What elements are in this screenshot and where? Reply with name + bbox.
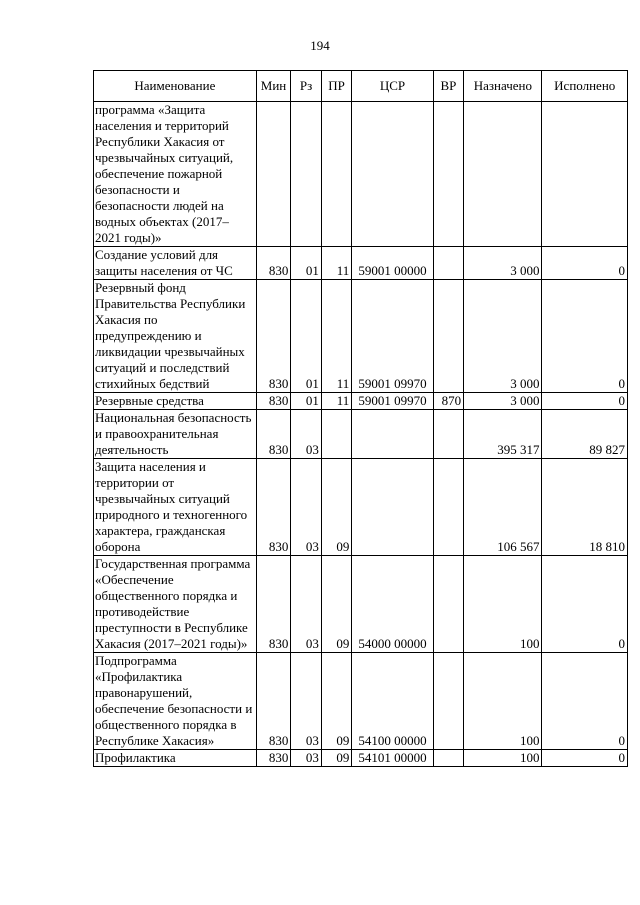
cell-ispolneno: 0 [542, 393, 628, 410]
cell-name: Резервные средства [94, 393, 257, 410]
cell-vr [433, 750, 464, 767]
header-pr: ПР [321, 71, 352, 102]
table-row [94, 750, 628, 767]
cell-ispolneno [542, 102, 628, 247]
cell-naznacheno: 395 317 [464, 410, 542, 459]
cell-naznacheno: 106 567 [464, 459, 542, 556]
table-row [94, 393, 628, 410]
cell-naznacheno: 3 000 [464, 393, 542, 410]
cell-min: 830 [256, 653, 291, 750]
cell-csr: 59001 09970 [352, 393, 433, 410]
cell-min: 830 [256, 247, 291, 280]
cell-ispolneno: 0 [542, 750, 628, 767]
header-min: Мин [256, 71, 291, 102]
cell-naznacheno: 3 000 [464, 247, 542, 280]
cell-naznacheno: 3 000 [464, 280, 542, 393]
cell-min: 830 [256, 410, 291, 459]
cell-rz: 01 [291, 280, 322, 393]
cell-ispolneno: 0 [542, 653, 628, 750]
table-row [94, 247, 628, 280]
table-row [94, 556, 628, 653]
cell-ispolneno: 0 [542, 280, 628, 393]
page-number: 194 [310, 38, 330, 53]
cell-pr: 09 [321, 459, 352, 556]
table-row [94, 102, 628, 247]
cell-vr [433, 459, 464, 556]
cell-min: 830 [256, 556, 291, 653]
cell-naznacheno: 100 [464, 556, 542, 653]
cell-ispolneno: 89 827 [542, 410, 628, 459]
header-naznacheno: Назначено [464, 71, 542, 102]
cell-csr: 59001 09970 [352, 280, 433, 393]
table-row [94, 280, 628, 393]
header-csr: ЦСР [352, 71, 433, 102]
table-header-row [94, 71, 628, 102]
cell-rz: 03 [291, 459, 322, 556]
cell-name: Защита населения и территории от чрезвычайных ситуаций природного и техногенного характера, гражданская оборона [94, 459, 257, 556]
cell-name: Национальная безопасность и правоохранительная деятельность [94, 410, 257, 459]
cell-min: 830 [256, 393, 291, 410]
cell-csr [352, 102, 433, 247]
cell-vr [433, 410, 464, 459]
cell-pr: 09 [321, 750, 352, 767]
cell-pr: 09 [321, 653, 352, 750]
cell-name: Создание условий для защиты населения от ЧС [94, 247, 257, 280]
cell-name: Государственная программа «Обеспечение общественного порядка и противодействие преступности в Республике Хакасия (2017–2021 годы)» [94, 556, 257, 653]
cell-pr: 09 [321, 556, 352, 653]
cell-vr [433, 653, 464, 750]
cell-min: 830 [256, 459, 291, 556]
cell-vr [433, 102, 464, 247]
cell-csr [352, 410, 433, 459]
cell-csr: 54100 00000 [352, 653, 433, 750]
cell-pr: 11 [321, 393, 352, 410]
cell-name: программа «Защита населения и территорий Республики Хакасия от чрезвычайных ситуаций, обеспечение пожарной безопасности и безопасности людей на водных объектах (2017–2021 годы)» [94, 102, 257, 247]
cell-csr [352, 459, 433, 556]
cell-naznacheno: 100 [464, 750, 542, 767]
cell-min: 830 [256, 750, 291, 767]
cell-rz: 03 [291, 556, 322, 653]
cell-rz: 01 [291, 247, 322, 280]
cell-pr: 11 [321, 247, 352, 280]
cell-pr [321, 102, 352, 247]
table-row [94, 459, 628, 556]
cell-csr: 59001 00000 [352, 247, 433, 280]
cell-naznacheno [464, 102, 542, 247]
cell-vr [433, 556, 464, 653]
cell-pr: 11 [321, 280, 352, 393]
cell-ispolneno: 0 [542, 556, 628, 653]
table-row [94, 653, 628, 750]
table-row [94, 410, 628, 459]
cell-vr: 870 [433, 393, 464, 410]
header-vr: ВР [433, 71, 464, 102]
cell-name: Подпрограмма «Профилактика правонарушений, обеспечение безопасности и общественного порядка в Республике Хакасия» [94, 653, 257, 750]
cell-ispolneno: 18 810 [542, 459, 628, 556]
cell-min [256, 102, 291, 247]
cell-rz: 03 [291, 410, 322, 459]
cell-naznacheno: 100 [464, 653, 542, 750]
cell-vr [433, 247, 464, 280]
cell-min: 830 [256, 280, 291, 393]
header-rz: Рз [291, 71, 322, 102]
cell-rz [291, 102, 322, 247]
cell-csr: 54000 00000 [352, 556, 433, 653]
cell-csr: 54101 00000 [352, 750, 433, 767]
header-ispolneno: Исполнено [542, 71, 628, 102]
header-name: Наименование [94, 71, 257, 102]
cell-name: Профилактика [94, 750, 257, 767]
cell-pr [321, 410, 352, 459]
budget-table [93, 70, 628, 767]
cell-vr [433, 280, 464, 393]
cell-rz: 03 [291, 750, 322, 767]
cell-rz: 03 [291, 653, 322, 750]
cell-ispolneno: 0 [542, 247, 628, 280]
cell-name: Резервный фонд Правительства Республики Хакасия по предупреждению и ликвидации чрезвычайных ситуаций и последствий стихийных бедствий [94, 280, 257, 393]
cell-rz: 01 [291, 393, 322, 410]
